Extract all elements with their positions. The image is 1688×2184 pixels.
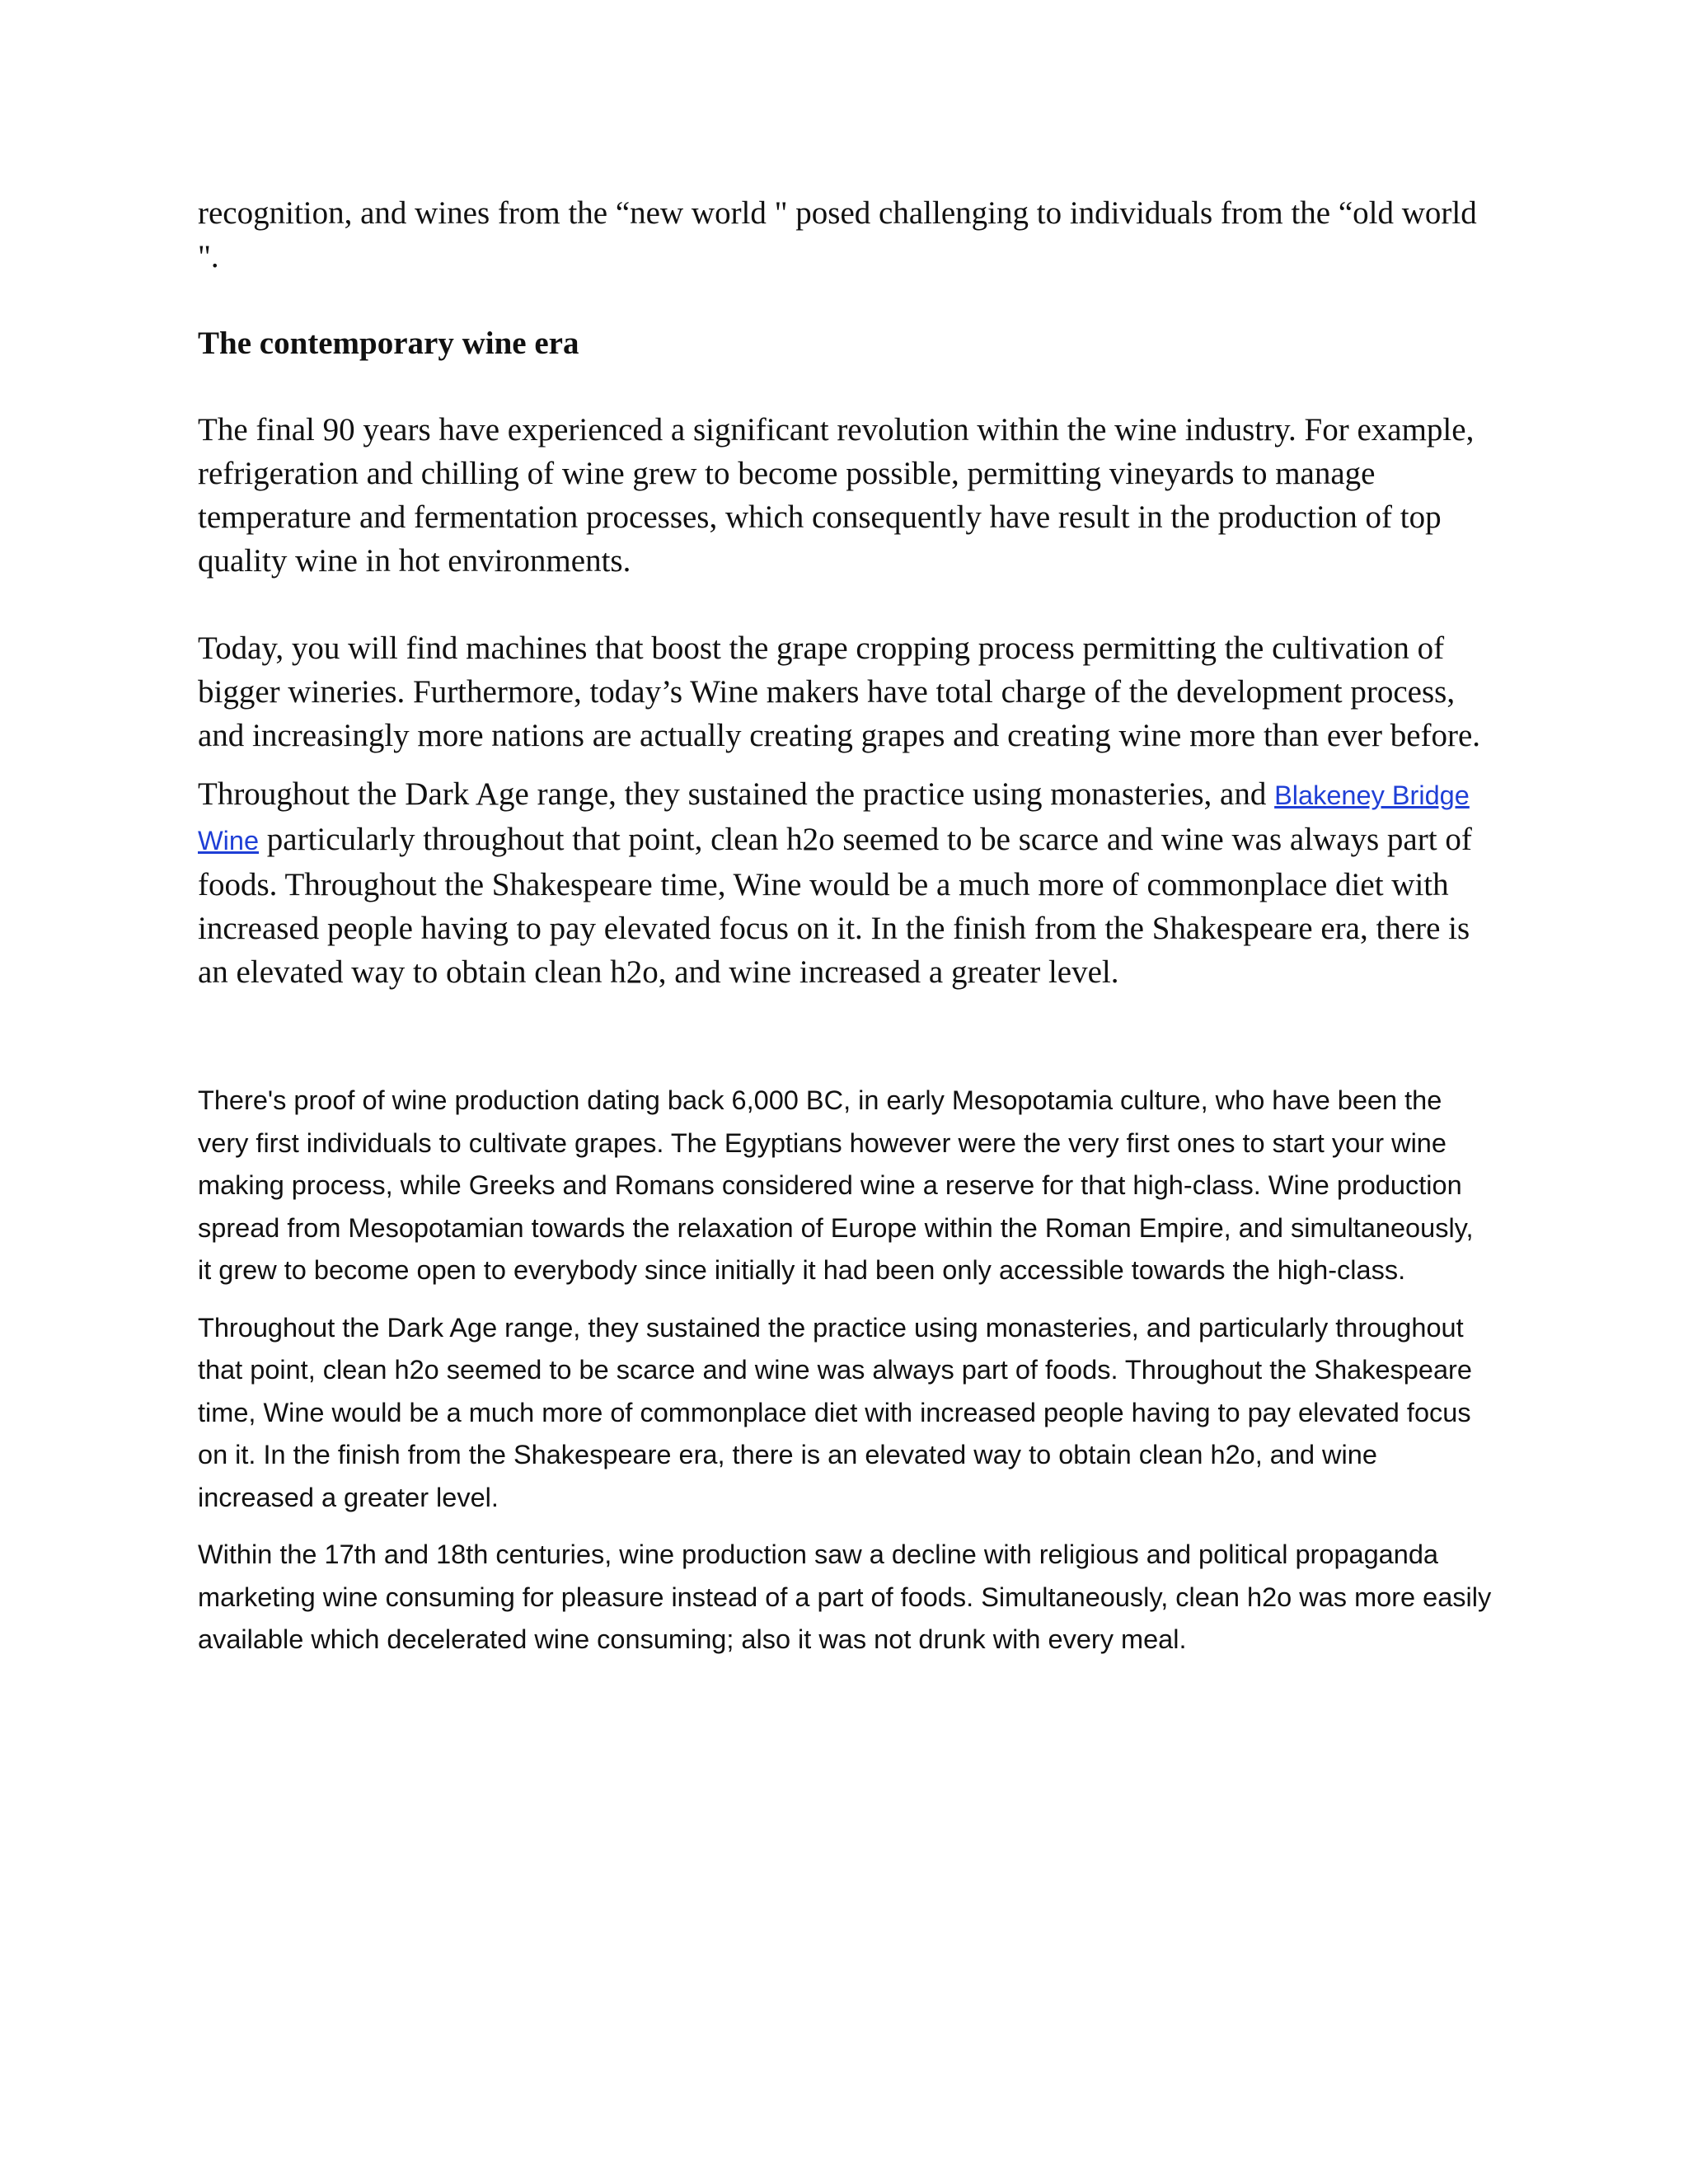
paragraph-dark-age-serif-start: Throughout the Dark Age range, they sustained the practice using monasteries, and: [198, 776, 1275, 812]
section-heading: The contemporary wine era: [198, 326, 579, 361]
document-page: [198, 191, 1492, 1661]
paragraph-new-world: recognition, and wines from the “new world " posed challenging to individuals from the “old world ".: [198, 195, 1477, 274]
paragraph-wine-history: There's proof of wine production dating back 6,000 BC, in early Mesopotamia culture, who have been the very first individuals to cultivate grapes. The Egyptians however were the very first ones to start your wine making process, while Greeks and Romans considered wine a reserve for that high-class. Wine production spread from Mesopotamian towards the relaxation of Europe within the Roman Empire, and simultaneously, it grew to become open to everybody since initially it had been only accessible towards the high-class.: [198, 1085, 1474, 1285]
paragraph-final-90-years: The final 90 years have experienced a significant revolution within the wine industry. For example, refrigeration and chilling of wine grew to become possible, permitting vineyards to manage temperature and fermentation processes, which consequently have result in the production of top quality wine in hot environments.: [198, 412, 1475, 579]
paragraph-dark-age-sans: Throughout the Dark Age range, they sustained the practice using monasteries, and particularly throughout that point, clean h2o seemed to be scarce and wine was always part of foods. Throughout the Shakespeare time, Wine would be a much more of commonplace diet with increased people having to pay elevated focus on it. In the finish from the Shakespeare era, there is an elevated way to obtain clean h2o, and wine increased a greater level.: [198, 1312, 1472, 1512]
paragraph-dark-age-serif: [198, 772, 1492, 994]
blakeney-bridge-wine-link[interactable]: Blakeney Bridge Wine: [198, 780, 1470, 855]
paragraph-today: Today, you will find machines that boost the grape cropping process permitting the cultivation of bigger wineries. Furthermore, today’s Wine makers have total charge of the development process, and increasingly more nations are actually creating grapes and creating wine more than ever before.: [198, 630, 1481, 753]
paragraph-dark-age-serif-end: particularly throughout that point, clean h2o seemed to be scarce and wine was always part of foods. Throughout the Shakespeare time, Wine would be a much more of commonplace diet with increased people having to pay elevated focus on it. In the finish from the Shakespeare era, there is an elevated way to obtain clean h2o, and wine increased a greater level.: [198, 822, 1472, 990]
paragraph-17th-18th-centuries: Within the 17th and 18th centuries, wine production saw a decline with religious and political propaganda marketing wine consuming for pleasure instead of a part of foods. Simultaneously, clean h2o was more easily available which decelerated wine consuming; also it was not drunk with every meal.: [198, 1540, 1492, 1654]
